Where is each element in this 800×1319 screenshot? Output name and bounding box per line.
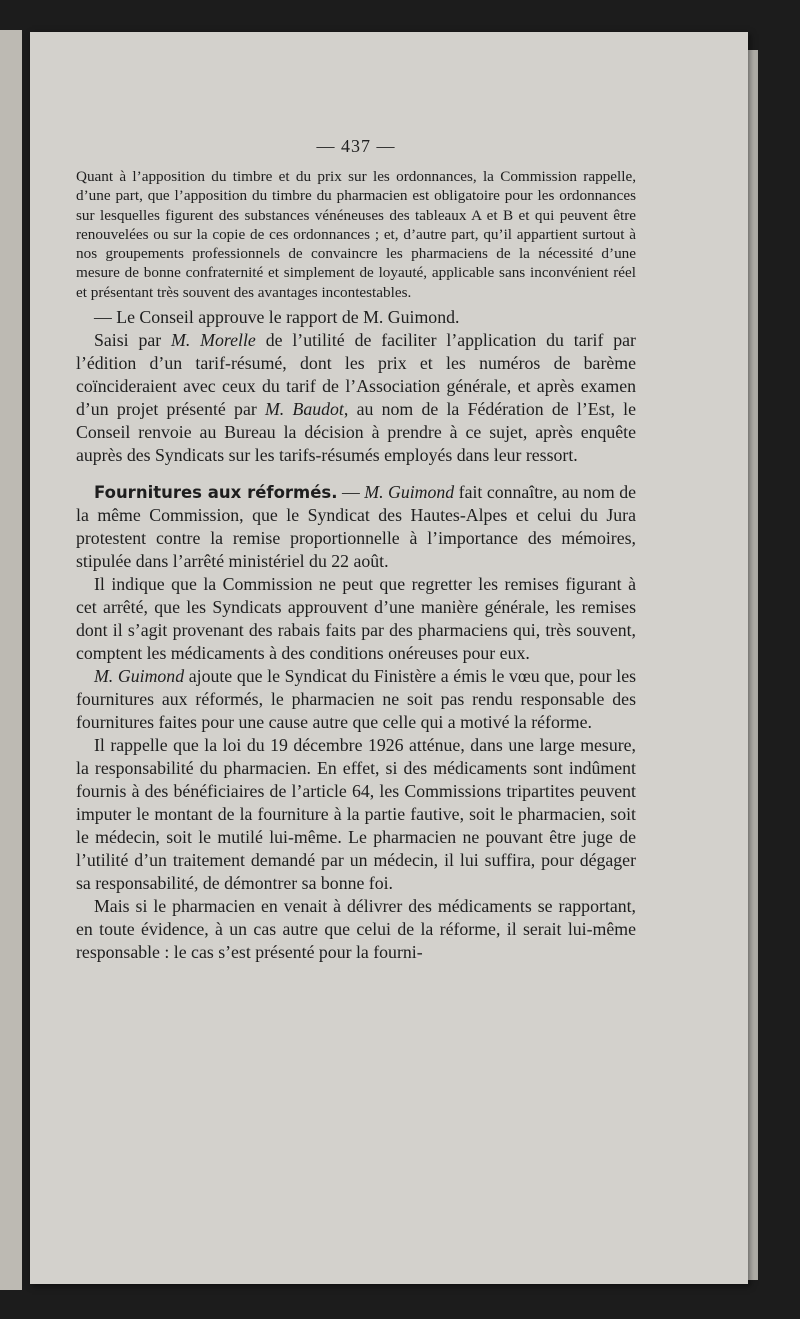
ajoute-name: M. Guimond xyxy=(94,666,185,687)
page-content xyxy=(76,136,636,964)
commission-paragraph: Quant à l’apposition du timbre et du prix sur les ordonnances, la Commission rappelle, d’une part, que l’apposition du timbre du pharmacien est obligatoire pour les ordonnances sur lesquelles figurent des substances vénéneuses des tableaux A et B et qui peuvent être renouvelées ou sur la copie de ces ordonnances ; et, d’autre part, qu’il appartient surtout à nos groupements professionnels de convaincre les pharmaciens de la nécessité d’une mesure de bonne confraternité et simplement de loyauté, applicable sans inconvénient réel et présentant très souvent des avantages incontestables. xyxy=(76,168,636,301)
approval-paragraph: — Le Conseil approuve le rapport de M. Guimond. xyxy=(94,307,460,328)
tarif-tail: , au nom de la Fédération de l’Est, le Conseil renvoie au Bureau la décision à prendre à ce sujet, après enquête auprès des Syndicats sur les tarifs-résumés employés dans leur ressort. xyxy=(76,399,636,466)
section-heading: Fournitures aux réformés. xyxy=(94,483,338,503)
mais-paragraph: Mais si le pharmacien en venait à délivrer des médicaments se rapportant, en toute évidence, à un cas autre que celui de la réforme, il serait lui-même responsable : le cas s’est présenté pour la fourni- xyxy=(76,896,636,963)
section-dash: — xyxy=(337,482,365,503)
tarif-paragraph xyxy=(76,329,636,467)
page-number: — 437 — xyxy=(316,136,396,156)
ajoute-paragraph xyxy=(76,665,636,734)
indique-paragraph: Il indique que la Commission ne peut que regretter les remises figurant à cet arrêté, que les Syndicats approuvent d’une manière générale, les remises dont il s’agit provenant des rabais faits par des pharmaciens qui, très souvent, comptent les médicaments à des conditions onéreuses pour eux. xyxy=(76,574,636,664)
section-text: fait connaître, au nom de la même Commission, que le Syndicat des Hautes-Alpes et celui du Jura protestent contre la remise proportionnelle à l’importance des mémoires, stipulée dans l’arrêté ministériel du 22 août. xyxy=(76,482,637,572)
underlying-page-edge xyxy=(0,30,22,1290)
section-name: M. Guimond xyxy=(364,482,455,503)
tarif-mid: de l’utilité de faciliter l’application du tarif par l’édition d’un tarif-résumé, dont les prix et les numéros de barème coïncideraient avec ceux du tarif de l’Association générale, et après examen d’un projet présenté par xyxy=(76,330,636,420)
tarif-name-morelle: M. Morelle xyxy=(171,330,256,351)
tarif-lead: Saisi par xyxy=(94,330,172,351)
tarif-name-baudot: M. Baudot xyxy=(265,399,344,420)
section-paragraph xyxy=(76,481,636,573)
ajoute-text: ajoute que le Syndicat du Finistère a émis le vœu que, pour les fournitures aux réformés, le pharmacien ne soit pas rendu responsable des fournitures faites pour une cause autre que celle qui a motivé la réforme. xyxy=(76,666,637,733)
rappelle-paragraph: Il rappelle que la loi du 19 décembre 1926 atténue, dans une large mesure, la responsabilité du pharmacien. En effet, si des médicaments sont indûment fournis à des bénéficiaires de l’article 64, les Commissions tripartites peuvent imputer le montant de la fourniture à la partie fautive, soit le pharmacien, soit le médecin, soit le mutilé lui-même. Le pharmacien ne pouvant être juge de l’utilité d’un traitement demandé par un médecin, il lui suffira, pour dégager sa responsabilité, de démontrer sa bonne foi. xyxy=(76,735,636,894)
